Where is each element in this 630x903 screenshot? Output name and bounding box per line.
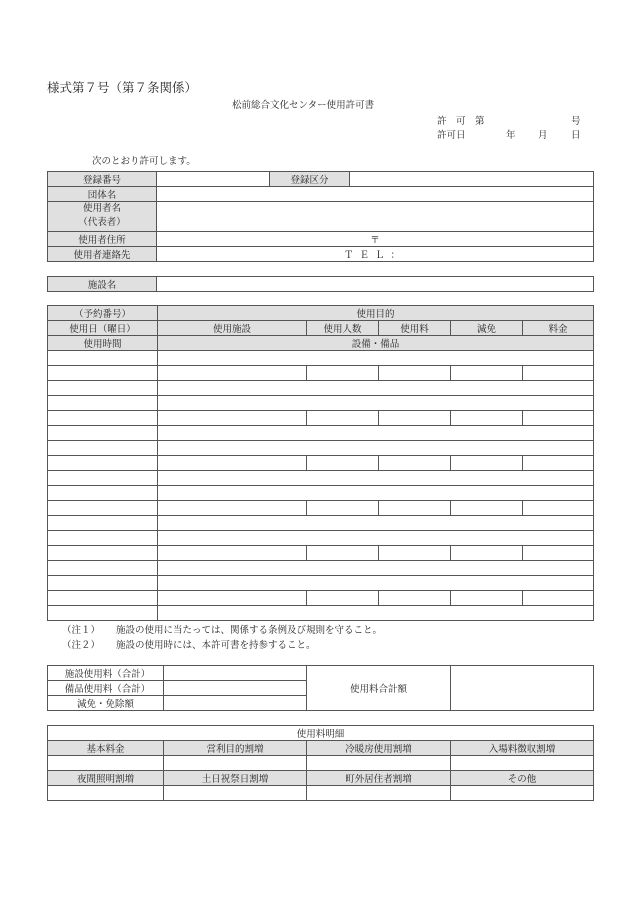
user-name-label-line2: （代表者） <box>78 217 126 229</box>
note-1-mark: （注１） <box>62 625 101 636</box>
entry-reduction-cell[interactable] <box>451 411 523 426</box>
entry-purpose-cell[interactable] <box>158 486 594 501</box>
time-header: 使用時間 <box>48 336 158 351</box>
admission-surcharge-field[interactable] <box>451 756 594 771</box>
reservation-no-header: （予約番号） <box>48 306 158 321</box>
date-header: 使用日（曜日） <box>48 321 158 336</box>
entry-reduction-cell[interactable] <box>451 546 523 561</box>
permit-number-suffix: 号 <box>571 116 581 127</box>
entry-people-cell[interactable] <box>307 411 379 426</box>
entry-facility-cell[interactable] <box>158 456 307 471</box>
entry-charge-cell[interactable] <box>523 591 594 606</box>
entry-equipment-cell[interactable] <box>158 516 594 531</box>
facility-header: 使用施設 <box>158 321 307 336</box>
entry-facility-cell[interactable] <box>158 546 307 561</box>
entry-equipment-cell[interactable] <box>158 426 594 441</box>
group-name-field[interactable] <box>157 187 594 202</box>
totals-table <box>47 665 594 711</box>
other-header: その他 <box>451 771 594 786</box>
entry-equipment-cell[interactable] <box>158 381 594 396</box>
other-field[interactable] <box>451 786 594 801</box>
postal-mark: 〒 <box>370 234 380 246</box>
entry-reservation-cell[interactable] <box>48 351 158 366</box>
entry-reservation-cell[interactable] <box>48 441 158 456</box>
document-title: 松前総合文化センター使用許可書 <box>232 100 375 111</box>
entry-date-cell[interactable] <box>48 366 158 381</box>
user-name-label <box>48 202 157 232</box>
entry-time-cell[interactable] <box>48 561 158 576</box>
basic-fee-field[interactable] <box>48 756 164 771</box>
entry-purpose-cell[interactable] <box>158 441 594 456</box>
intro-text: 次のとおり許可します。 <box>92 156 196 167</box>
non-resident-field[interactable] <box>307 786 451 801</box>
entry-reduction-cell[interactable] <box>451 501 523 516</box>
address-label: 使用者住所 <box>48 231 157 246</box>
entry-reservation-cell[interactable] <box>48 486 158 501</box>
usage-table <box>47 305 594 621</box>
note-2-mark: （注２） <box>62 640 101 651</box>
commercial-surcharge-field[interactable] <box>164 756 307 771</box>
entry-date-cell[interactable] <box>48 591 158 606</box>
entry-fee-cell[interactable] <box>379 411 451 426</box>
facility-fee-label: 施設使用料（合計） <box>48 666 164 681</box>
reg-class-field[interactable] <box>350 172 594 187</box>
permit-day-label: 日 <box>571 130 581 141</box>
entry-reservation-cell[interactable] <box>48 531 158 546</box>
entry-reduction-cell[interactable] <box>451 366 523 381</box>
aircon-surcharge-header: 冷暖房使用割増 <box>307 741 451 756</box>
weekend-holiday-header: 土日祝祭日割増 <box>164 771 307 786</box>
address-field[interactable] <box>157 231 594 246</box>
entry-time-cell[interactable] <box>48 606 158 621</box>
entry-charge-cell[interactable] <box>523 546 594 561</box>
fee-header: 使用料 <box>379 321 451 336</box>
entry-fee-cell[interactable] <box>379 501 451 516</box>
entry-time-cell[interactable] <box>48 516 158 531</box>
non-resident-header: 町外居住者割増 <box>307 771 451 786</box>
night-lighting-field[interactable] <box>48 786 164 801</box>
contact-field[interactable] <box>157 246 594 261</box>
weekend-holiday-field[interactable] <box>164 786 307 801</box>
entry-charge-cell[interactable] <box>523 411 594 426</box>
breakdown-title: 使用料明細 <box>48 726 594 741</box>
entry-time-cell[interactable] <box>48 426 158 441</box>
entry-date-cell[interactable] <box>48 456 158 471</box>
facility-name-field[interactable] <box>157 277 594 292</box>
entry-people-cell[interactable] <box>307 546 379 561</box>
note-1-text: 施設の使用に当たっては、関係する条例及び規則を守ること。 <box>116 625 383 636</box>
entry-charge-cell[interactable] <box>523 501 594 516</box>
entry-fee-cell[interactable] <box>379 366 451 381</box>
entry-fee-cell[interactable] <box>379 546 451 561</box>
reg-no-label: 登録番号 <box>48 172 157 187</box>
user-name-label-line1: 使用者名 <box>82 203 121 214</box>
people-header: 使用人数 <box>307 321 379 336</box>
entry-equipment-cell[interactable] <box>158 471 594 486</box>
group-name-label: 団体名 <box>48 187 157 202</box>
charge-header: 料金 <box>523 321 594 336</box>
entry-purpose-cell[interactable] <box>158 576 594 591</box>
entry-reservation-cell[interactable] <box>48 396 158 411</box>
facility-name-label: 施設名 <box>48 277 157 292</box>
reg-class-label: 登録区分 <box>270 172 350 187</box>
entry-fee-cell[interactable] <box>379 591 451 606</box>
entry-time-cell[interactable] <box>48 381 158 396</box>
breakdown-table <box>47 725 594 801</box>
entry-fee-cell[interactable] <box>379 456 451 471</box>
facility-table <box>47 276 594 292</box>
entry-reservation-cell[interactable] <box>48 576 158 591</box>
entry-people-cell[interactable] <box>307 456 379 471</box>
entry-reduction-cell[interactable] <box>451 456 523 471</box>
commercial-surcharge-header: 営利目的割増 <box>164 741 307 756</box>
equipment-header: 設備・備品 <box>158 336 594 351</box>
exemption-field[interactable] <box>164 696 307 711</box>
reg-no-field[interactable] <box>157 172 270 187</box>
entry-facility-cell[interactable] <box>158 591 307 606</box>
entry-people-cell[interactable] <box>307 366 379 381</box>
permit-number-label: 許 可 第 <box>437 116 485 127</box>
basic-fee-header: 基本料金 <box>48 741 164 756</box>
entry-purpose-cell[interactable] <box>158 531 594 546</box>
equipment-fee-label: 備品使用料（合計） <box>48 681 164 696</box>
entry-facility-cell[interactable] <box>158 501 307 516</box>
total-field[interactable] <box>451 666 594 711</box>
entry-reduction-cell[interactable] <box>451 591 523 606</box>
permit-month-label: 月 <box>538 130 548 141</box>
aircon-surcharge-field[interactable] <box>307 756 451 771</box>
permit-date-label: 許可日 <box>437 130 466 141</box>
entry-date-cell[interactable] <box>48 411 158 426</box>
entry-charge-cell[interactable] <box>523 366 594 381</box>
entry-purpose-cell[interactable] <box>158 396 594 411</box>
permit-year-label: 年 <box>506 130 516 141</box>
note-2-text: 施設の使用時には、本許可書を持参すること。 <box>116 640 316 651</box>
form-number: 様式第７号（第７条関係） <box>47 80 198 95</box>
equipment-fee-field[interactable] <box>164 681 307 696</box>
entry-people-cell[interactable] <box>307 501 379 516</box>
facility-fee-field[interactable] <box>164 666 307 681</box>
contact-label: 使用者連絡先 <box>48 246 157 261</box>
applicant-table <box>47 171 594 262</box>
entry-equipment-cell[interactable] <box>158 606 594 621</box>
entry-charge-cell[interactable] <box>523 456 594 471</box>
reduction-header: 減免 <box>451 321 523 336</box>
total-label: 使用料合計額 <box>307 666 451 711</box>
entry-people-cell[interactable] <box>307 591 379 606</box>
night-lighting-header: 夜間照明割増 <box>48 771 164 786</box>
admission-surcharge-header: 入場料徴収割増 <box>451 741 594 756</box>
user-name-field[interactable] <box>157 202 594 232</box>
tel-label: ＴＥＬ： <box>343 249 406 261</box>
entry-equipment-cell[interactable] <box>158 561 594 576</box>
entry-facility-cell[interactable] <box>158 411 307 426</box>
exemption-label: 減免・免除額 <box>48 696 164 711</box>
entry-purpose-cell[interactable] <box>158 351 594 366</box>
entry-date-cell[interactable] <box>48 546 158 561</box>
purpose-header: 使用目的 <box>158 306 594 321</box>
entry-date-cell[interactable] <box>48 501 158 516</box>
entry-time-cell[interactable] <box>48 471 158 486</box>
entry-facility-cell[interactable] <box>158 366 307 381</box>
